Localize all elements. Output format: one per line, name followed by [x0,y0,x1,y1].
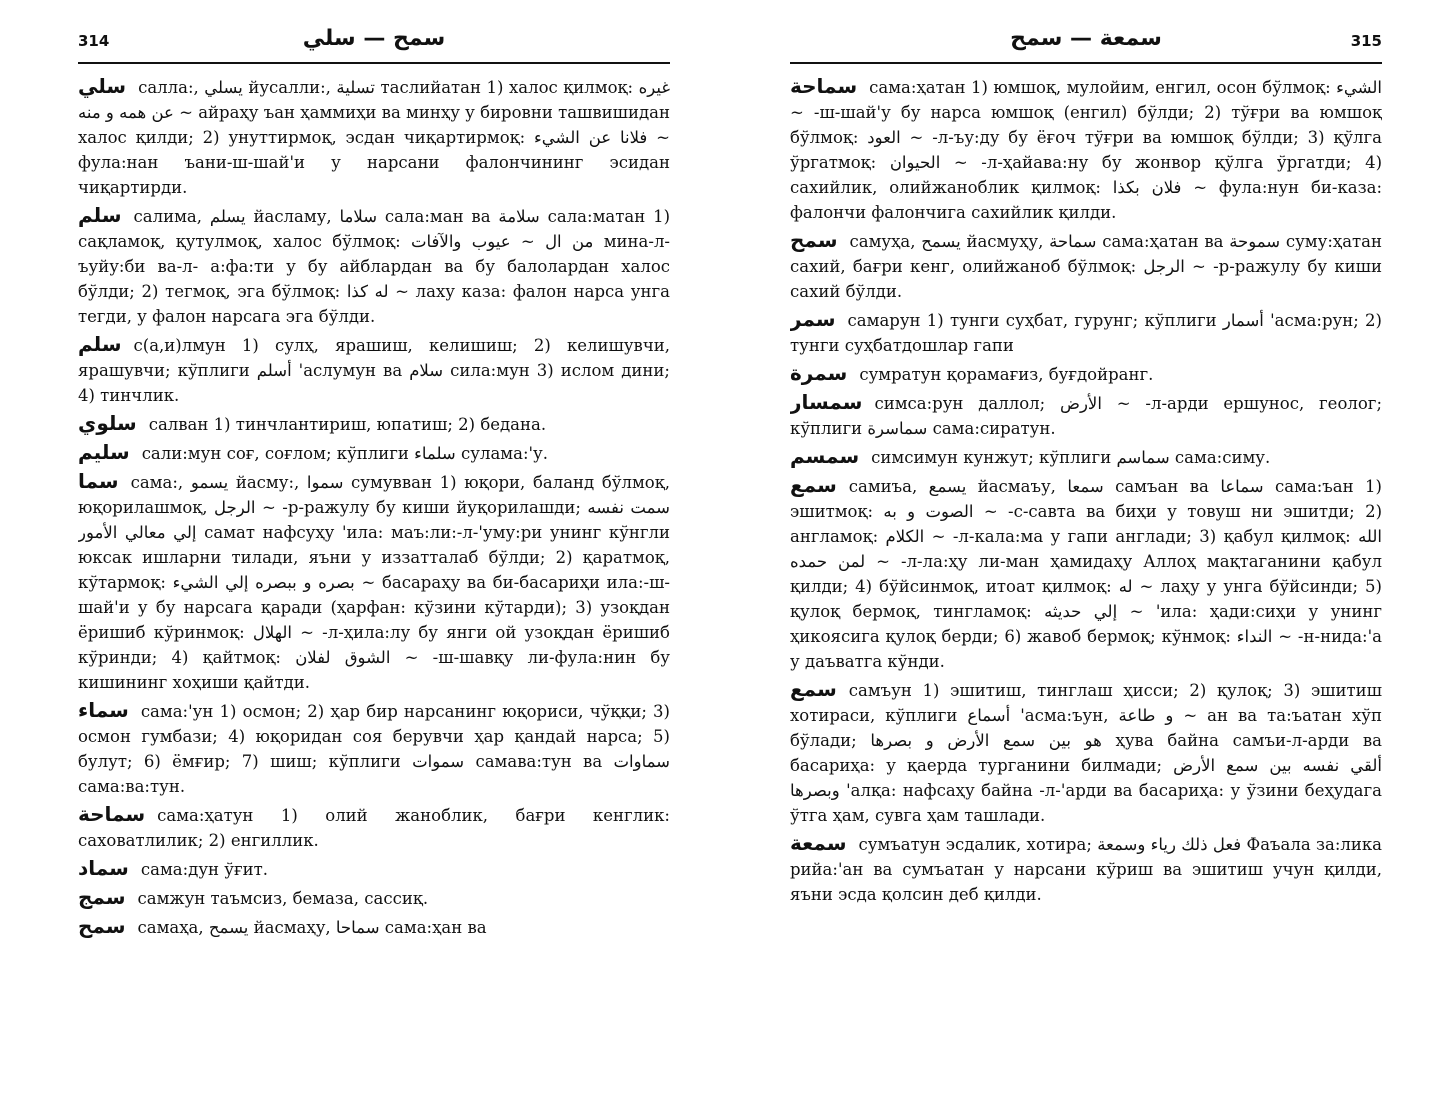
entry-text: сама:ҳатан 1) юмшоқ, мулойим, енгил, осон бўлмоқ: الشيء ~ -ш-шай'у бу нарса юмшоқ (енгил) бўлди; 2) тўғри ва юмшоқ бўлмоқ: العود ~ -л-ъу:ду бу ёғоч тўғри ва юмшоқ бўлди; 3) қўлга ўргатмоқ: الحيوان ~ -л-ҳайава:ну бу жонвор қўлга ўргатди; 4) сахийлик, олийжаноблик қилмоқ: فلان بكذا ~ фула:нун би-каза: фалончи фалончига сахийлик қилди. [790,78,1382,222]
entry-text: симса:рун даллол; الأرض ~ -л-арди ершунос, геолог; кўплиги سماسرة сама:сиратун. [790,394,1382,438]
left-page [78,22,670,1092]
entry-headword: سلم [78,203,122,227]
right-running-head: سمعة — سمح [1010,26,1162,51]
entry-headword: سمعة [790,831,847,855]
dictionary-entry [78,856,670,882]
dictionary-entry [790,677,1382,828]
dictionary-entry [790,444,1382,470]
entry-headword: سلم [78,332,122,356]
right-entries [790,74,1382,907]
entry-headword: سلوي [78,411,137,435]
entry-text: симсимун кунжут; кўплиги سماسم сама:симу. [871,448,1271,467]
entry-headword: سمج [78,885,126,909]
entry-headword: سماحة [78,802,146,826]
left-entries [78,74,670,940]
entry-headword: سمح [78,914,126,938]
entry-headword: سمر [790,307,836,331]
entry-headword: سمسار [790,390,863,414]
entry-headword: سمع [790,473,837,497]
entry-text: сама:, يسمو йасму:, سموا сумувван 1) юқори, баланд бўлмоқ, юқорилашмоқ, الرجل ~ -р-ражулу бу киши йуқорилашди; سمت نفسه إلي معالي الأمور самат нафсуҳу 'ила: маъ:ли:-л-'уму:ри унинг кўнгли юксак ишларни тилади, яъни у иззатталаб бўлди; 2) қаратмоқ, кўтармоқ: بصره و ببصره إلي الشيء ~ басараҳу ва би-басариҳи ила:-ш-шай'и у бу нарсага қаради (ҳарфан: кўзини кўтарди); 3) узоқдан ёришиб кўринмоқ: الهلال ~ -л-ҳила:лу бу янги ой узоқдан ёришиб кўринди; 4) қайтмоқ: الشوق لفلان ~ -ш-шавқу ли-фула:нин бу кишининг хоҳиши қайтди. [78,473,670,692]
dictionary-entry [790,361,1382,387]
dictionary-entry [78,203,670,329]
entry-text: самъун 1) эшитиш, тинглаш ҳисси; 2) қулоқ; 3) эшитиш хотираси, кўплиги أسماع 'асма:ъун, و طاعة ~ ан ва та:ъатан хўп бўлади; هو بين سمع الأرض و بصرها ҳува байна самъи-л-арди ва басариҳа: у қаерда турганини билмади; ألقي نفسه بين سمع الأرض وبصرها 'алқа: нафсаҳу байна -л-'арди ва басариҳа: у ўзини беҳудага ўтга ҳам, сувга ҳам ташлади. [790,681,1382,825]
entry-text: сумратун қорамағиз, буғдойранг. [859,365,1154,384]
entry-headword: سما [78,469,119,493]
entry-text: сали:мун соғ, соғлом; кўплиги سلماء сулама:'у. [141,444,548,463]
entry-text: самиъа, يسمع йасмаъу, سمعا самъан ва سماعا сама:ъан 1) эшитмоқ: الصوت و به ~ -с-савта ва биҳи у товуш ни эшитди; 2) англамоқ: الكلام ~ -л-кала:ма у гапи англади; 3) қабул қилмоқ: الله لمن حمده ~ -л-ла:ҳу ли-ман ҳамидаҳу Аллоҳ мақтаганини қабул қилди; 4) бўйсинмоқ, итоат қилмоқ: له ~ лаҳу у унга бўйсинди; 5) қулоқ бермоқ, тингламоқ: إلي حديثه ~ 'ила: ҳади:сиҳи у унинг ҳикоясига қулоқ берди; 6) жавоб бермоқ; кўнмоқ: النداء ~ -н-нида:'а у даъватга кўнди. [790,477,1382,671]
entry-text: салима, يسلم йасламу, سلاما сала:ман ва سلامة сала:матан 1) сақламоқ, қутулмоқ, халос бўлмоқ: من ال ~ عيوب والآفات мина-л-ъуйу:би ва-л- а:фа:ти у бу айблардан ва бу балолардан халос бўлди; 2) тегмоқ, эга бўлмоқ: له كذا ~ лаху каза: фалон нарса унга тегди, у фалон нарсага эга бўлди. [78,207,670,326]
dictionary-entry [790,390,1382,441]
entry-text: сама:'ун 1) осмон; 2) ҳар бир нарсанинг юқориси, чўққи; 3) осмон гумбази; 4) юқоридан соя берувчи ҳар қандай нарса; 5) булут; 6) ёмғир; 7) шиш; кўплиги سموات самава:тун ва سماوات сама:ва:тун. [78,702,670,796]
entry-headword: سمسم [790,444,860,468]
right-page [790,22,1382,1092]
entry-headword: سليم [78,440,130,464]
dictionary-entry [78,469,670,695]
entry-text: сама:дун ўғит. [140,860,268,879]
entry-text: сама:ҳатун 1) олий жаноблик, бағри кенглик: саховатлилик; 2) енгиллик. [78,806,670,850]
left-running-head: سمح — سلي [302,26,446,51]
entry-text: самарун 1) тунги суҳбат, гурунг; кўплиги أسمار 'асма:рун; 2) тунги суҳбатдошлар гапи [790,311,1382,355]
entry-headword: سماحة [790,74,858,98]
entry-text: сумъатун эсдалик, хотира; فعل ذلك رياء وسمعة Фаъала за:лика рийа:'ан ва сумъатан у нарсани кўриш ва эшитиш учун қилди, яъни эсда қолсин деб қилди. [790,835,1382,904]
left-page-number: 314 [78,32,110,50]
entry-headword: سماء [78,698,129,722]
dictionary-entry [78,74,670,200]
dictionary-entry [78,332,670,408]
dictionary-entry [790,473,1382,674]
right-page-header [790,22,1382,64]
dictionary-entry [790,307,1382,358]
entry-headword: سمع [790,677,837,701]
dictionary-entry [78,440,670,466]
dictionary-entry [78,802,670,853]
dictionary-entry [78,914,670,940]
left-page-header [78,22,670,64]
entry-text: салла:, يسلي йусалли:, تسلية таслийатан 1) халос қилмоқ: غيره عن همه و منه ~ айраҳу ъан ҳаммиҳи ва минҳу у бировни ташвишидан халос қилди; 2) унуттирмоқ, эсдан чиқартирмоқ: فلانا عن الشيء ~ фула:нан ъани-ш-шай'и у нарсани фалончининг эсидан чиқартирди. [78,78,670,197]
entry-text: самаҳа, يسمح йасмаҳу, سماحا сама:ҳан ва [137,918,487,937]
entry-text: самуҳа, يسمح йасмуҳу, سماحة сама:ҳатан ва سموحة суму:ҳатан сахий, бағри кенг, олийжаноб бўлмоқ: الرجل ~ -р-ражулу бу киши сахий бўлди. [790,232,1382,301]
entry-text: салван 1) тинчлантириш, юпатиш; 2) бедана. [148,415,547,434]
entry-headword: سمرة [790,361,848,385]
entry-text: с(а,и)лмун 1) сулҳ, ярашиш, келишиш; 2) келишувчи, ярашувчи; кўплиги أسلم 'аслумун ва سلام сила:мун 3) ислом дини; 4) тинчлик. [78,336,670,405]
dictionary-entry [790,831,1382,907]
dictionary-entry [78,885,670,911]
dictionary-entry [78,411,670,437]
dictionary-entry [78,698,670,799]
entry-text: самжун таъмсиз, бемаза, сассиқ. [137,889,429,908]
entry-headword: سمح [790,228,838,252]
entry-headword: سلي [78,74,127,98]
entry-headword: سماد [78,856,129,880]
right-page-number: 315 [1350,32,1382,50]
dictionary-entry [790,74,1382,225]
dictionary-entry [790,228,1382,304]
